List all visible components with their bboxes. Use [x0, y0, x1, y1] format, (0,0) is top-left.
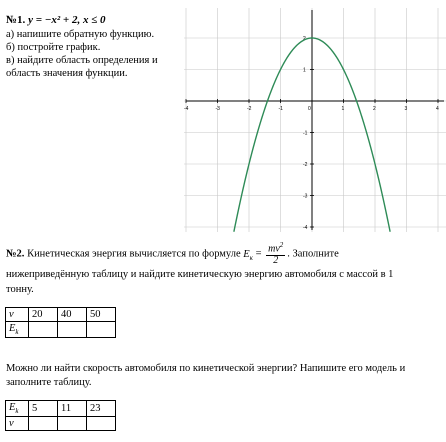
numerator-exponent: 2	[279, 241, 284, 249]
table-cell-empty[interactable]	[87, 322, 116, 338]
problem-3-line-2: заполните таблицу.	[6, 377, 92, 388]
x-tick-label: 0	[308, 106, 311, 112]
kinetic-energy-fraction	[266, 242, 285, 266]
problem-1-number: №1.	[6, 14, 26, 26]
table-cell: 5	[29, 401, 58, 417]
problem-2-number: №2.	[6, 248, 25, 260]
problem-2-intro-end: . Заполните	[287, 248, 339, 260]
table-cell-empty[interactable]	[29, 416, 58, 430]
equals-sign: =	[255, 248, 262, 260]
problem-3-line-1: Можно ли найти скорость автомобиля по кинетической энергии? Напишите его модель и	[6, 363, 406, 374]
ek-subscript: k	[15, 328, 19, 337]
speed-energy-table	[5, 307, 116, 338]
table-row-energy	[6, 322, 116, 338]
problem-1-item-c: в) найдите область определения и	[6, 55, 158, 66]
y-tick-label: -3	[303, 193, 308, 200]
table-row-energy	[6, 401, 116, 417]
table-cell-empty[interactable]	[58, 416, 87, 430]
x-tick-label: 3	[404, 106, 408, 112]
x-tick-label: 4	[436, 106, 439, 112]
table-cell-empty[interactable]	[87, 416, 116, 430]
graph-canvas	[184, 8, 446, 232]
table-cell: 40	[58, 308, 87, 322]
ek-letter: E	[243, 248, 250, 260]
fraction-denominator: 2	[273, 254, 279, 266]
ek-subscript: k	[15, 407, 19, 416]
problem-2-line-2: нижеприведённую таблицу и найдите кинетическую энергию автомобиля с массой в 1	[6, 269, 394, 280]
table-cell-empty[interactable]	[29, 322, 58, 338]
problem-1-item-a: а) напишите обратную функцию.	[6, 28, 155, 40]
problem-2-line-1	[6, 242, 436, 266]
numerator-text: mv	[268, 243, 280, 255]
table-cell: 23	[87, 401, 116, 417]
y-tick-label: -2	[303, 162, 308, 168]
ek-letter: E	[9, 323, 16, 335]
problem-2-line-3: тонну.	[6, 284, 34, 295]
problem-1-title	[6, 14, 186, 28]
table-cell-empty[interactable]	[58, 322, 87, 338]
table-cell-label	[6, 322, 29, 338]
y-tick-label: 1	[303, 67, 306, 74]
table-row-speed	[6, 308, 116, 322]
x-tick-label: -1	[278, 106, 283, 112]
table-cell-label: v	[6, 308, 29, 322]
function-graph	[184, 8, 446, 232]
problem-1	[6, 14, 186, 80]
problem-2-intro: Кинетическая энергия вычисляется по формуле	[27, 248, 241, 260]
kinetic-energy-symbol	[243, 249, 253, 260]
x-tick-label: -4	[184, 106, 189, 112]
table-cell-label	[6, 401, 29, 417]
problem-1-item-c-cont: область значения функции.	[6, 68, 128, 80]
y-tick-label: -1	[303, 130, 308, 137]
energy-speed-table	[5, 400, 116, 431]
table-cell: 20	[29, 308, 58, 322]
table-cell: 11	[58, 401, 87, 417]
fraction-numerator	[266, 242, 285, 256]
x-tick-label: 2	[373, 106, 376, 112]
ek-subscript: к	[249, 253, 253, 262]
table-cell-label: v	[6, 416, 29, 430]
problem-1-item-b: б) постройте график.	[6, 41, 101, 53]
problem-1-formula: y = −x² + 2, x ≤ 0	[28, 14, 106, 26]
table-cell: 50	[87, 308, 116, 322]
x-tick-label: 1	[341, 106, 345, 112]
y-tick-label: -4	[303, 225, 308, 231]
x-tick-label: -2	[247, 106, 252, 112]
x-tick-label: -3	[215, 106, 220, 112]
y-tick-label: 2	[303, 36, 306, 42]
ek-letter: E	[9, 402, 16, 413]
table-row-speed	[6, 416, 116, 430]
